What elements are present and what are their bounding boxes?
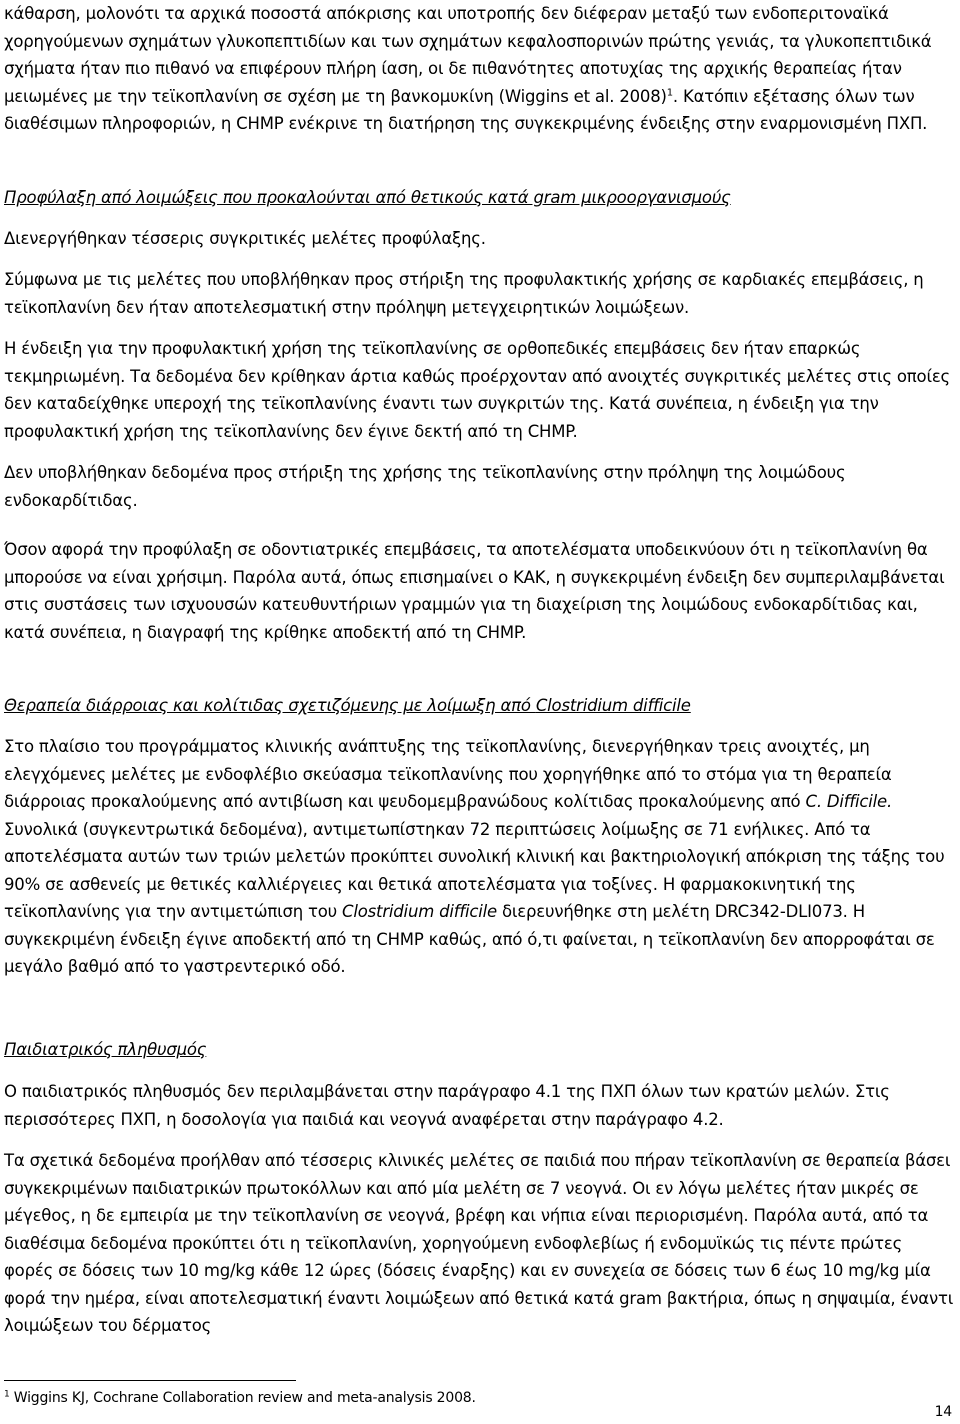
paragraph-dental-prophylaxis: Όσον αφορά την προφύλαξη σε οδοντιατρικές επεμβάσεις, τα αποτελέσματα υποδεικνύουν ότι η τεϊκοπλανίνη θα μπορούσε να είναι χρήσιμη. Παρόλα αυτά, όπως επισημαίνει ο ΚΑΚ, η συγκεκριμένη ένδειξη δεν συμπεριλαμβάνεται στις συστάσεις των ισχυουσών κατευθυντήριων γραμμών για τη διαχείριση της λοιμώδους ενδοκαρδίτιδας και, κατά συνέπεια, η διαγραφή της κρίθηκε αποδεκτή από τη CHMP. [4, 540, 945, 642]
paragraph-orthopedic-surgery: Η ένδειξη για την προφυλακτική χρήση της τεϊκοπλανίνης σε ορθοπεδικές επεμβάσεις δεν ήταν επαρκώς τεκμηριωμένη. Τα δεδομένα δεν κρίθηκαν άρτια καθώς προέρχονταν από ανοιχτές συγκριτικές μελέτες στις οποίες δεν καταδείχθηκε υπεροχή της τεϊκοπλανίνης έναντι των συγκριτών της. Κατά συνέπεια, η ένδειξη για την προφυλακτική χρήση της τεϊκοπλανίνης δεν έγινε δεκτή από τη CHMP. [4, 339, 951, 441]
footnote-marker: 1 [4, 1389, 10, 1400]
paragraph-prophylaxis-studies: Διενεργήθηκαν τέσσερις συγκριτικές μελέτες προφύλαξης. [4, 229, 486, 248]
page-number: 14 [934, 1404, 952, 1420]
paragraph-clostridium-studies [4, 733, 954, 981]
footnote-reference[interactable]: 1 [666, 87, 673, 98]
paragraph-cardiac-surgery: Σύμφωνα με τις μελέτες που υποβλήθηκαν προς στήριξη της προφυλακτικής χρήσης σε καρδιακές επεμβάσεις, η τεϊκοπλανίνη δεν ήταν αποτελεσματική στην πρόληψη μετεγχειρητικών λοιμώξεων. [4, 270, 924, 317]
paragraph-text: Στο πλαίσιο του προγράμματος κλινικής ανάπτυξης της τεϊκοπλανίνης, διενεργήθηκαν τρεις ανοιχτές, μη ελεγχόμενες μελέτες με ενδοφλέβιο σκεύασμα τεϊκοπλανίνης που χορηγήθηκε από το στόμα για τη θεραπεία διάρροιας προκαλούμενης από αντιβίωση και ψευδομεμβρανώδους κολίτιδας προκαλούμενης από [4, 737, 892, 811]
heading-organism-name: Clostridium difficile [535, 696, 691, 715]
paragraph-pediatric-studies: Τα σχετικά δεδομένα προήλθαν από τέσσερις κλινικές μελέτες σε παιδιά που πήραν τεϊκοπλανίνη σε θεραπεία βάσει συγκεκριμένων παιδιατρικών πρωτοκόλλων και από μία μελέτη σε 7 νεογνά. Οι εν λόγω μελέτες ήταν μικρές σε μέγεθος, η δε εμπειρία με την τεϊκοπλανίνη σε νεογνά, βρέφη και νήπια είναι περιορισμένη. Παρόλα αυτά, από τα διαθέσιμα δεδομένα προκύπτει ότι η τεϊκοπλανίνη, χορηγούμενη ενδοφλεβίως ή ενδομυϊκώς τις πέντε πρώτες φορές σε δόσεις των 10 mg/kg κάθε 12 ώρες (δόσεις έναρξης) και εν συνεχεία σε δόσεις των 6 έως 10 mg/kg μία φορά την ημέρα, είναι αποτελεσματική έναντι λοιμώξεων από θετικά κατά gram βακτήρια, όπως η σηψαιμία, έναντι λοιμώξεων του δέρματος [4, 1151, 954, 1335]
organism-name: C. Difficile. [805, 792, 893, 811]
heading-prophylaxis: Προφύλαξη από λοιμώξεις που προκαλούνται από θετικούς κατά gram μικροοργανισμούς [4, 188, 731, 207]
footnote-text: Wiggins KJ, Cochrane Collaboration review and meta-analysis 2008. [9, 1390, 476, 1406]
heading-pediatric-population: Παιδιατρικός πληθυσμός [4, 1040, 207, 1059]
paragraph-text: Συνολικά (συγκεντρωτικά δεδομένα), αντιμετωπίστηκαν 72 περιπτώσεις λοίμωξης σε 71 ενήλικες. Από τα αποτελέσματα αυτών των τριών μελετών προκύπτει συνολική κλινική και βακτηριολογική απόκριση της τάξης του 90% σε ασθενείς με θετικές καλλιέργειες και θετικά αποτελέσματα για τοξίνες. Η φαρμακοκινητική της τεϊκοπλανίνης για την αντιμετώπιση του [4, 819, 945, 921]
heading-text: Θεραπεία διάρροιας και κολίτιδας σχετιζόμενης με λοίμωξη από [4, 696, 536, 715]
paragraph-dialysis-peritonitis [4, 0, 954, 138]
paragraph-endocarditis: Δεν υποβλήθηκαν δεδομένα προς στήριξη της χρήσης της τεϊκοπλανίνης στην πρόληψη της λοιμώδους ενδοκαρδίτιδας. [4, 463, 846, 510]
paragraph-text: . Κατόπιν εξέτασης όλων των διαθέσιμων πληροφοριών, η CHMP ενέκρινε τη διατήρηση της συγκεκριμένης ένδειξης στην εναρμονισμένη ΠΧΠ. [4, 86, 928, 133]
footnote-separator [4, 1380, 296, 1381]
paragraph-pediatric-spc: Ο παιδιατρικός πληθυσμός δεν περιλαμβάνεται στην παράγραφο 4.1 της ΠΧΠ όλων των κρατών μελών. Στις περισσότερες ΠΧΠ, η δοσολογία για παιδιά και νεογνά αναφέρεται στην παράγραφο 4.2. [4, 1082, 890, 1129]
paragraph-text: διερευνήθηκε στη μελέτη DRC342-DLI073. Η συγκεκριμένη ένδειξη έγινε αποδεκτή από τη CHMP καθώς, από ό,τι φαίνεται, η τεϊκοπλανίνη δεν απορροφάται σε μεγάλο βαθμό από το γαστρεντερικό οδό. [4, 902, 935, 976]
paragraph-text: κάθαρση, μολονότι τα αρχικά ποσοστά απόκρισης και υποτροπής δεν διέφεραν μεταξύ των ενδοπεριτοναϊκά χορηγούμενων σχημάτων γλυκοπεπτιδίων και των σχημάτων κεφαλοσπορινών πρώτης γενιάς, τα γλυκοπεπτιδικά σχήματα ήταν πιο πιθανό να επιφέρουν πλήρη ίαση, οι δε πιθανότητες αποτυχίας της αρχικής θεραπείας ήταν μειωμένες με την τεϊκοπλανίνη σε σχέση με τη βανκομυκίνη (Wiggins et al. 2008) [4, 4, 932, 106]
footnote [4, 1388, 476, 1408]
organism-name: Clostridium difficile [342, 902, 497, 921]
heading-clostridium-difficile [4, 692, 954, 720]
